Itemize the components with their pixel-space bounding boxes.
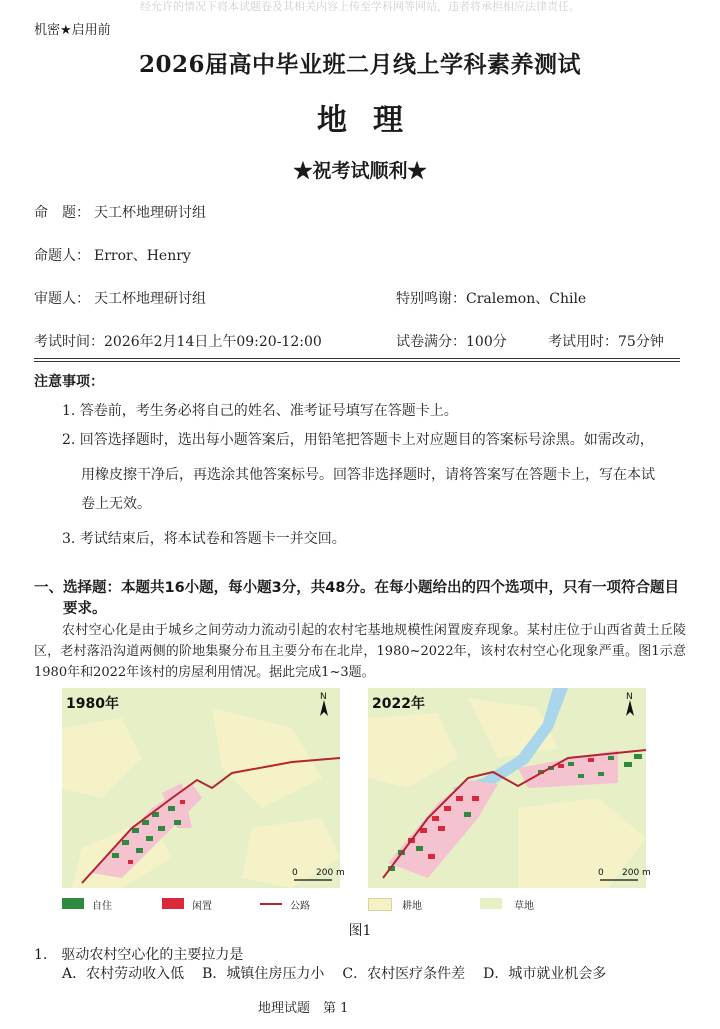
reviewer-value: 天工杯地理研讨组 <box>94 291 206 307</box>
figure-caption: 图1 <box>348 923 372 939</box>
map-1980-label: 1980年 <box>66 696 119 712</box>
watermark: 经允许的情况下将本试题卷及其相关内容上传至学科网等网站，违者将承担相应法律责任。 <box>140 0 580 13</box>
legend-road: 公路 <box>290 901 310 912</box>
legend-left <box>62 896 340 914</box>
page-footer: 地理试题 第 1 <box>258 1001 349 1016</box>
option-a: A．农村劳动收入低 <box>62 966 185 982</box>
legend-farmland: 耕地 <box>402 901 422 912</box>
full-score-row <box>396 331 507 351</box>
full-score-value: 100分 <box>466 334 507 350</box>
north-label: N <box>320 692 327 702</box>
notice-item-2: 2. 回答选择题时，选出每小题答案后，用铅笔把答题卡上对应题目的答案标号涂黑。如需改动， <box>62 432 654 448</box>
legend-grassland: 草地 <box>514 901 534 912</box>
authors-label: 命题人： <box>34 248 90 264</box>
question-1-stem: 1. 驱动农村空心化的主要拉力是 <box>34 947 244 963</box>
section-line-1: 一、选择题：本题共16小题，每小题3分，共48分。在每小题给出的四个选项中，只有一项符合题目 <box>34 580 679 596</box>
notice-item-3: 3. 考试结束后，将本试卷和答题卡一并交回。 <box>62 531 346 547</box>
exam-time-label: 考试时间： <box>34 334 104 350</box>
thanks-value: Cralemon、Chile <box>466 291 587 307</box>
scale-length: 200 m <box>622 868 651 878</box>
map-2022-label: 2022年 <box>372 696 425 712</box>
duration-label: 考试用时： <box>548 334 618 350</box>
legend-self-use-swatch <box>62 898 84 909</box>
exam-time-value: 2026年2月14日上午09:20-12:00 <box>104 334 322 350</box>
thanks-label: 特别鸣谢： <box>396 291 466 307</box>
section-heading <box>34 578 684 620</box>
notice-item-2-cont-b <box>62 490 684 519</box>
page-title: 2026届高中毕业班二月线上学科素养测试 <box>138 51 581 78</box>
notice-item-1: 1. 答卷前，考生务必将自己的姓名、准考证号填写在答题卡上。 <box>62 403 458 419</box>
notice-item-2-text-a: 用橡皮擦干净后，再选涂其他答案标号。回答非选择题时，请将答案写在答题卡上，写在本试 <box>81 467 655 483</box>
map-2022 <box>368 688 651 888</box>
wish-line: ★祝考试顺利★ <box>293 160 427 182</box>
authors-value: Error、Henry <box>94 248 191 264</box>
legend-grassland-swatch <box>480 898 502 909</box>
reviewer-label: 审题人： <box>34 291 90 307</box>
subject-title: 地理 <box>317 103 429 138</box>
map-1980 <box>62 688 345 888</box>
scale-zero: 0 <box>598 868 604 878</box>
legend-right <box>368 896 646 914</box>
passage: 农村空心化是由于城乡之间劳动力流动引起的农村宅基地规模性闲置废弃现象。某村庄位于山西省黄土丘陵区，老村落沿沟道两侧的阶地集聚分布且主要分布在北岸，1980~2022年，该村农村空心化现象严重。图1示意1980年和2022年该村的房屋利用情况。据此完成1~3题。 <box>34 623 686 680</box>
option-d: D．城市就业机会多 <box>483 966 607 982</box>
reviewer-row <box>34 288 206 308</box>
question-1-options <box>62 963 624 983</box>
exam-time-row <box>34 331 322 351</box>
full-score-label: 试卷满分： <box>396 334 466 350</box>
north-label: N <box>626 692 633 702</box>
proposer-row <box>34 202 206 222</box>
legend-road-swatch <box>260 903 282 905</box>
notice-item-2-cont-a <box>62 461 684 490</box>
secret-label: 机密★启用前 <box>34 23 111 38</box>
option-b: B．城镇住房压力小 <box>202 966 325 982</box>
proposer-value: 天工杯地理研讨组 <box>94 205 206 221</box>
notice-item-2-text-b: 卷上无效。 <box>81 496 151 512</box>
notice-heading: 注意事项： <box>34 374 104 390</box>
scale-length: 200 m <box>316 868 345 878</box>
duration-row <box>548 331 664 351</box>
duration-value: 75分钟 <box>618 334 664 350</box>
legend-idle-swatch <box>162 898 184 909</box>
header-rule <box>34 358 680 362</box>
authors-row <box>34 245 191 265</box>
option-c: C．农村医疗条件差 <box>342 966 466 982</box>
scale-zero: 0 <box>292 868 298 878</box>
legend-self-use: 自住 <box>92 901 112 912</box>
thanks-row <box>396 288 586 308</box>
legend-idle: 闲置 <box>192 901 212 912</box>
legend-farmland-swatch <box>368 898 392 911</box>
proposer-label: 命 题： <box>34 205 90 221</box>
section-line-2: 要求。 <box>63 601 107 617</box>
